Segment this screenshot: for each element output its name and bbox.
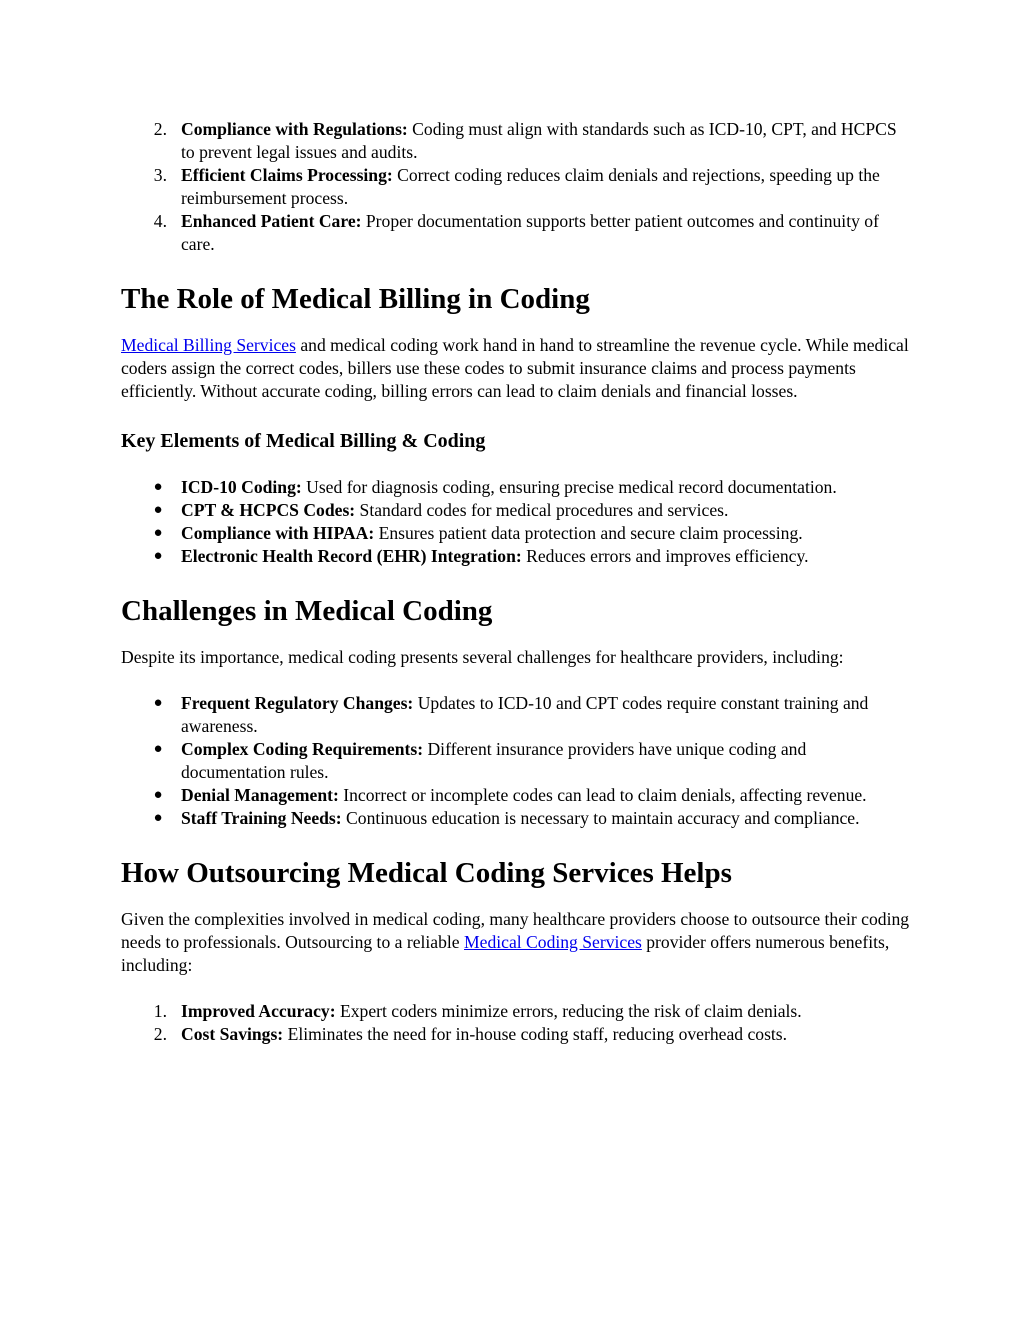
- list-item-term: Complex Coding Requirements:: [181, 739, 424, 759]
- list-item-text: Proper documentation supports better patient outcomes and continuity of care.: [181, 211, 879, 254]
- list-item: [121, 1000, 911, 1023]
- list-item-term: Enhanced Patient Care:: [181, 211, 362, 231]
- list-item-text: Standard codes for medical procedures and services.: [355, 500, 729, 520]
- bullet-icon: ●: [153, 810, 163, 826]
- billing-paragraph: [121, 334, 911, 403]
- list-number: 1.: [153, 1001, 167, 1021]
- section-heading-outsourcing: How Outsourcing Medical Coding Services Helps: [121, 857, 732, 889]
- list-item-term: Cost Savings:: [181, 1024, 284, 1044]
- list-item: [121, 692, 911, 738]
- list-item: [121, 476, 911, 499]
- bullet-icon: ●: [153, 548, 163, 564]
- list-item: [121, 118, 911, 164]
- list-item-text: Ensures patient data protection and secure claim processing.: [374, 523, 803, 543]
- list-item-term: Denial Management:: [181, 785, 339, 805]
- list-item-term: Frequent Regulatory Changes:: [181, 693, 414, 713]
- outsourcing-numbered-list: [121, 1000, 911, 1046]
- list-item-text: Incorrect or incomplete codes can lead to claim denials, affecting revenue.: [338, 785, 867, 805]
- medical-coding-services-link[interactable]: Medical Coding Services: [464, 932, 642, 952]
- list-item-text: Different insurance providers have unique coding and documentation rules.: [181, 739, 807, 782]
- list-item: [121, 738, 911, 784]
- list-item: [121, 499, 911, 522]
- document-page: [121, 118, 911, 1046]
- section-heading-challenges: Challenges in Medical Coding: [121, 595, 493, 627]
- list-item: [121, 807, 911, 830]
- list-number: 3.: [153, 165, 167, 185]
- list-item-term: Improved Accuracy:: [181, 1001, 336, 1021]
- billing-paragraph-text: and medical coding work hand in hand to streamline the revenue cycle. While medical coders assign the correct codes, billers use these codes to submit insurance claims and process payments efficiently. Without accurate coding, billing errors can lead to claim denials and financial losses.: [121, 335, 909, 401]
- list-item: [121, 210, 911, 256]
- bullet-icon: ●: [153, 525, 163, 541]
- list-item-text: Used for diagnosis coding, ensuring precise medical record documentation.: [301, 477, 837, 497]
- list-item-term: Electronic Health Record (EHR) Integration:: [181, 546, 522, 566]
- bullet-icon: ●: [153, 502, 163, 518]
- list-item-term: Compliance with HIPAA:: [181, 523, 375, 543]
- outsourcing-paragraph-tail: provider offers numerous benefits, including:: [121, 932, 890, 975]
- list-item-term: Staff Training Needs:: [181, 808, 342, 828]
- list-item-text: Reduces errors and improves efficiency.: [521, 546, 809, 566]
- intro-numbered-list: [121, 118, 911, 256]
- list-number: 4.: [153, 211, 167, 231]
- list-item: [121, 522, 911, 545]
- list-item: [121, 545, 911, 568]
- key-elements-list: [121, 476, 911, 568]
- list-item-text: Expert coders minimize errors, reducing the risk of claim denials.: [335, 1001, 802, 1021]
- list-number: 2.: [153, 119, 167, 139]
- list-item-text: Eliminates the need for in-house coding staff, reducing overhead costs.: [283, 1024, 788, 1044]
- list-item-term: Efficient Claims Processing:: [181, 165, 393, 185]
- challenges-list: [121, 692, 911, 830]
- outsourcing-paragraph: [121, 908, 911, 977]
- list-item-text: Continuous education is necessary to maintain accuracy and compliance.: [341, 808, 860, 828]
- bullet-icon: ●: [153, 741, 163, 757]
- bullet-icon: ●: [153, 695, 163, 711]
- medical-billing-services-link[interactable]: Medical Billing Services: [121, 335, 296, 355]
- list-item: [121, 164, 911, 210]
- list-item-term: CPT & HCPCS Codes:: [181, 500, 356, 520]
- subheading-key-elements: Key Elements of Medical Billing & Coding: [121, 430, 486, 452]
- list-item: [121, 1023, 911, 1046]
- list-item-term: ICD-10 Coding:: [181, 477, 302, 497]
- section-heading-billing: The Role of Medical Billing in Coding: [121, 283, 590, 315]
- list-item-text: Coding must align with standards such as ICD-10, CPT, and HCPCS to prevent legal issues and audits.: [181, 119, 897, 162]
- list-item: [121, 784, 911, 807]
- bullet-icon: ●: [153, 787, 163, 803]
- outsourcing-paragraph-text: Given the complexities involved in medical coding, many healthcare providers choose to outsource their coding needs to professionals. Outsourcing to a reliable: [121, 909, 910, 952]
- challenges-paragraph: Despite its importance, medical coding presents several challenges for healthcare providers, including:: [121, 647, 844, 667]
- list-item-text: Correct coding reduces claim denials and rejections, speeding up the reimbursement process.: [181, 165, 880, 208]
- list-item-text: Updates to ICD-10 and CPT codes require constant training and awareness.: [181, 693, 869, 736]
- list-item-term: Compliance with Regulations:: [181, 119, 408, 139]
- list-number: 2.: [153, 1024, 167, 1044]
- bullet-icon: ●: [153, 479, 163, 495]
